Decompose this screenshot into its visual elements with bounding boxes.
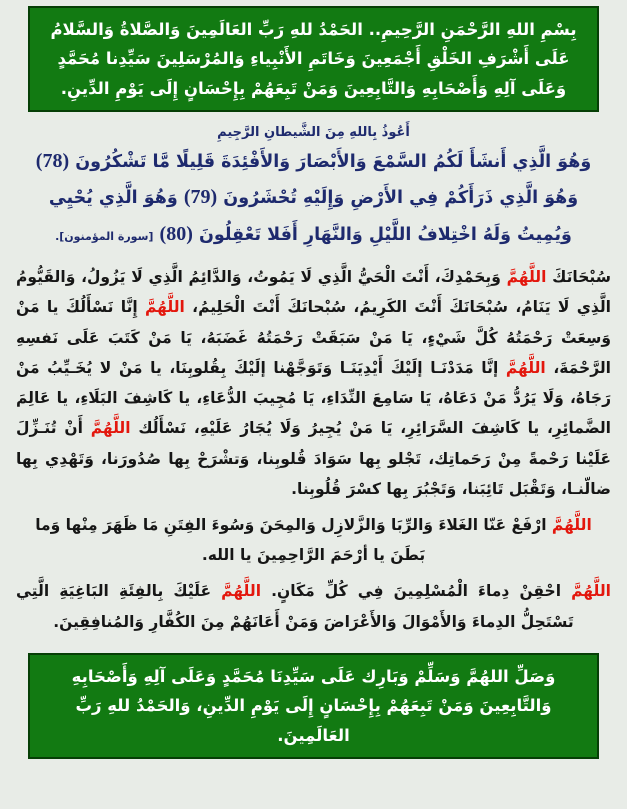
dua-paragraph-2: اللَّهُمَّ ارْفَعْ عَنّا الغَلاءَ وَالرِّبَا وَالزَّلازِل وَالمِحَنَ وَسُوءَ الفِتَنِ مَا ظَهَرَ مِنْها وَما بَطَنَ يا أرْحَمَ الرَّاحِمِينَ يا الله. (35, 516, 592, 565)
page-root (0, 6, 627, 809)
header-banner (28, 6, 599, 112)
footer-banner (28, 653, 599, 759)
dua-paragraph-1: سُبْحَانَكَ اللَّهُمَّ وَبِحَمْدِكَ، أَنْتَ الْحَيُّ الَّذِي لَا يَمُوتُ، وَالدَّائِمُ الَّذِي لَا يَزُولُ، وَالقَيُّومُ الَّذِي لَا يَنَامُ، سُبْحَانَكَ أَنْتَ الكَرِيمُ، سُبْحانَكَ أَنْتَ الْحَلِيمُ، اللَّهُمَّ إِنَّا نَسْأَلُكَ يا مَنْ وَسِعَتْ رَحْمَتُهُ كُلَّ شَيْءٍ، يَا مَنْ سَبَقَتْ رَحْمَتُهُ غَضَبَهُ، يَا مَنْ كَتَبَ عَلَى نَفسِهِ الرَّحْمَةَ، اللَّهُمَّ إنَّا مَدَدْنَـا إلَيْكَ أَيْدِيَنَـا وَتَوَجَّهْنا إلَيْكَ بِقُلوبِنَا، يا مَنْ لا يُخَـيِّبُ مَنْ رَجَاهُ، وَلَا يَرُدُّ مَنْ دَعَاهُ، يَا سَامِعَ النِّدَاءِ، يَا مُجِيبَ الدُّعَاءِ، يا كَاشِفَ البَلَاءِ، يا عَالِمَ الضَّمائِرِ، يا كَاشِفَ السَّرَائِرِ، يَا مَنْ يُجِيرُ وَلَا يُجَارُ عَلَيْهِ، نَسْأَلُك اللَّهُمَّ أَنْ تُنَـزِّلَ عَلَيْنا رَحْمةً مِنْ رَحَماتِك، تَجْلو بِها سَوَادَ قُلوبِنا، وَتشْرَحْ بِها صُدُورَنا، وَتَهْدِي بِها ضالّنـا، وَتَقْبَل تَائِبَنا، وَتَجْبُرَ بِها كسْرَ قُلُوبِنا. (16, 268, 611, 498)
istiadha-line: أَعُوذُ بِاللهِ مِنَ الشَّيطانِ الرَّجِيمِ (217, 125, 410, 141)
salawat-text: وَصَلِّ اللهُمَّ وَسَلِّمْ وَبَارِك عَلَى سَيِّدِنَا مُحَمَّدٍ وَعَلَى آلِهِ وَأَصْحَابِهِ وَالتَّابِعِينَ وَمَنْ تَبِعَهُمْ بِإِحْسَانٍ إِلَى يَوْمِ الدِّينِ، وَالحَمْدُ للهِ رَبِّ العَالَمِينَ. (71, 666, 556, 745)
dua-paragraph-3: اللَّهُمَّ احْقِنْ دِماءَ الْمُسْلِمِينَ فِي كُلِّ مَكَانٍ. اللَّهُمَّ عَلَيْكَ بِالفِئَةِ البَاغِيَةِ الَّتِي تَسْتَحِلُّ الدِماءَ وَالأَمْوَالَ وَالأَعْرَاضَ وَمَنْ أَعَانَهُمْ مِنَ الكُفَّارِ وَالمُنافِقِينَ. (16, 582, 611, 631)
quran-verses: وَهُوَ الَّذِي أَنشَأَ لَكُمُ السَّمْعَ وَالأَبْصَارَ وَالأَفْئِدَةَ قَلِيلًا مَّا تَشْكُرُونَ (78) وَهُوَ الَّذِي ذَرَأَكُمْ فِي الأَرْضِ وَإِلَيْهِ تُحْشَرُونَ (79) وَهُوَ الَّذِي يُحْيِي وَيُمِيتُ وَلَهُ اخْتِلافُ اللَّيْلِ وَالنَّهَارِ أَفَلا تَعْقِلُونَ (80) [سورة المؤمنون]. (35, 150, 592, 245)
basmala-hamdala-text: بِسْمِ اللهِ الرَّحْمَنِ الرَّحِيمِ.. الحَمْدُ للهِ رَبِّ العَالَمِينَ وَالصَّلاةُ وَالسَّلامُ عَلَى أَشْرَفِ الخَلْقِ أَجْمَعِينَ وَخَاتَمِ الأَنْبِياءِ وَالمُرْسَلِينَ سَيِّدِنا مُحَمَّدٍ وَعَلَى آلِهِ وَأَصْحَابِهِ وَالتَّابِعِينَ وَمَنْ تَبِعَهُمْ بِإِحْسَانٍ إِلَى يَوْمِ الدِّينِ. (50, 20, 577, 98)
